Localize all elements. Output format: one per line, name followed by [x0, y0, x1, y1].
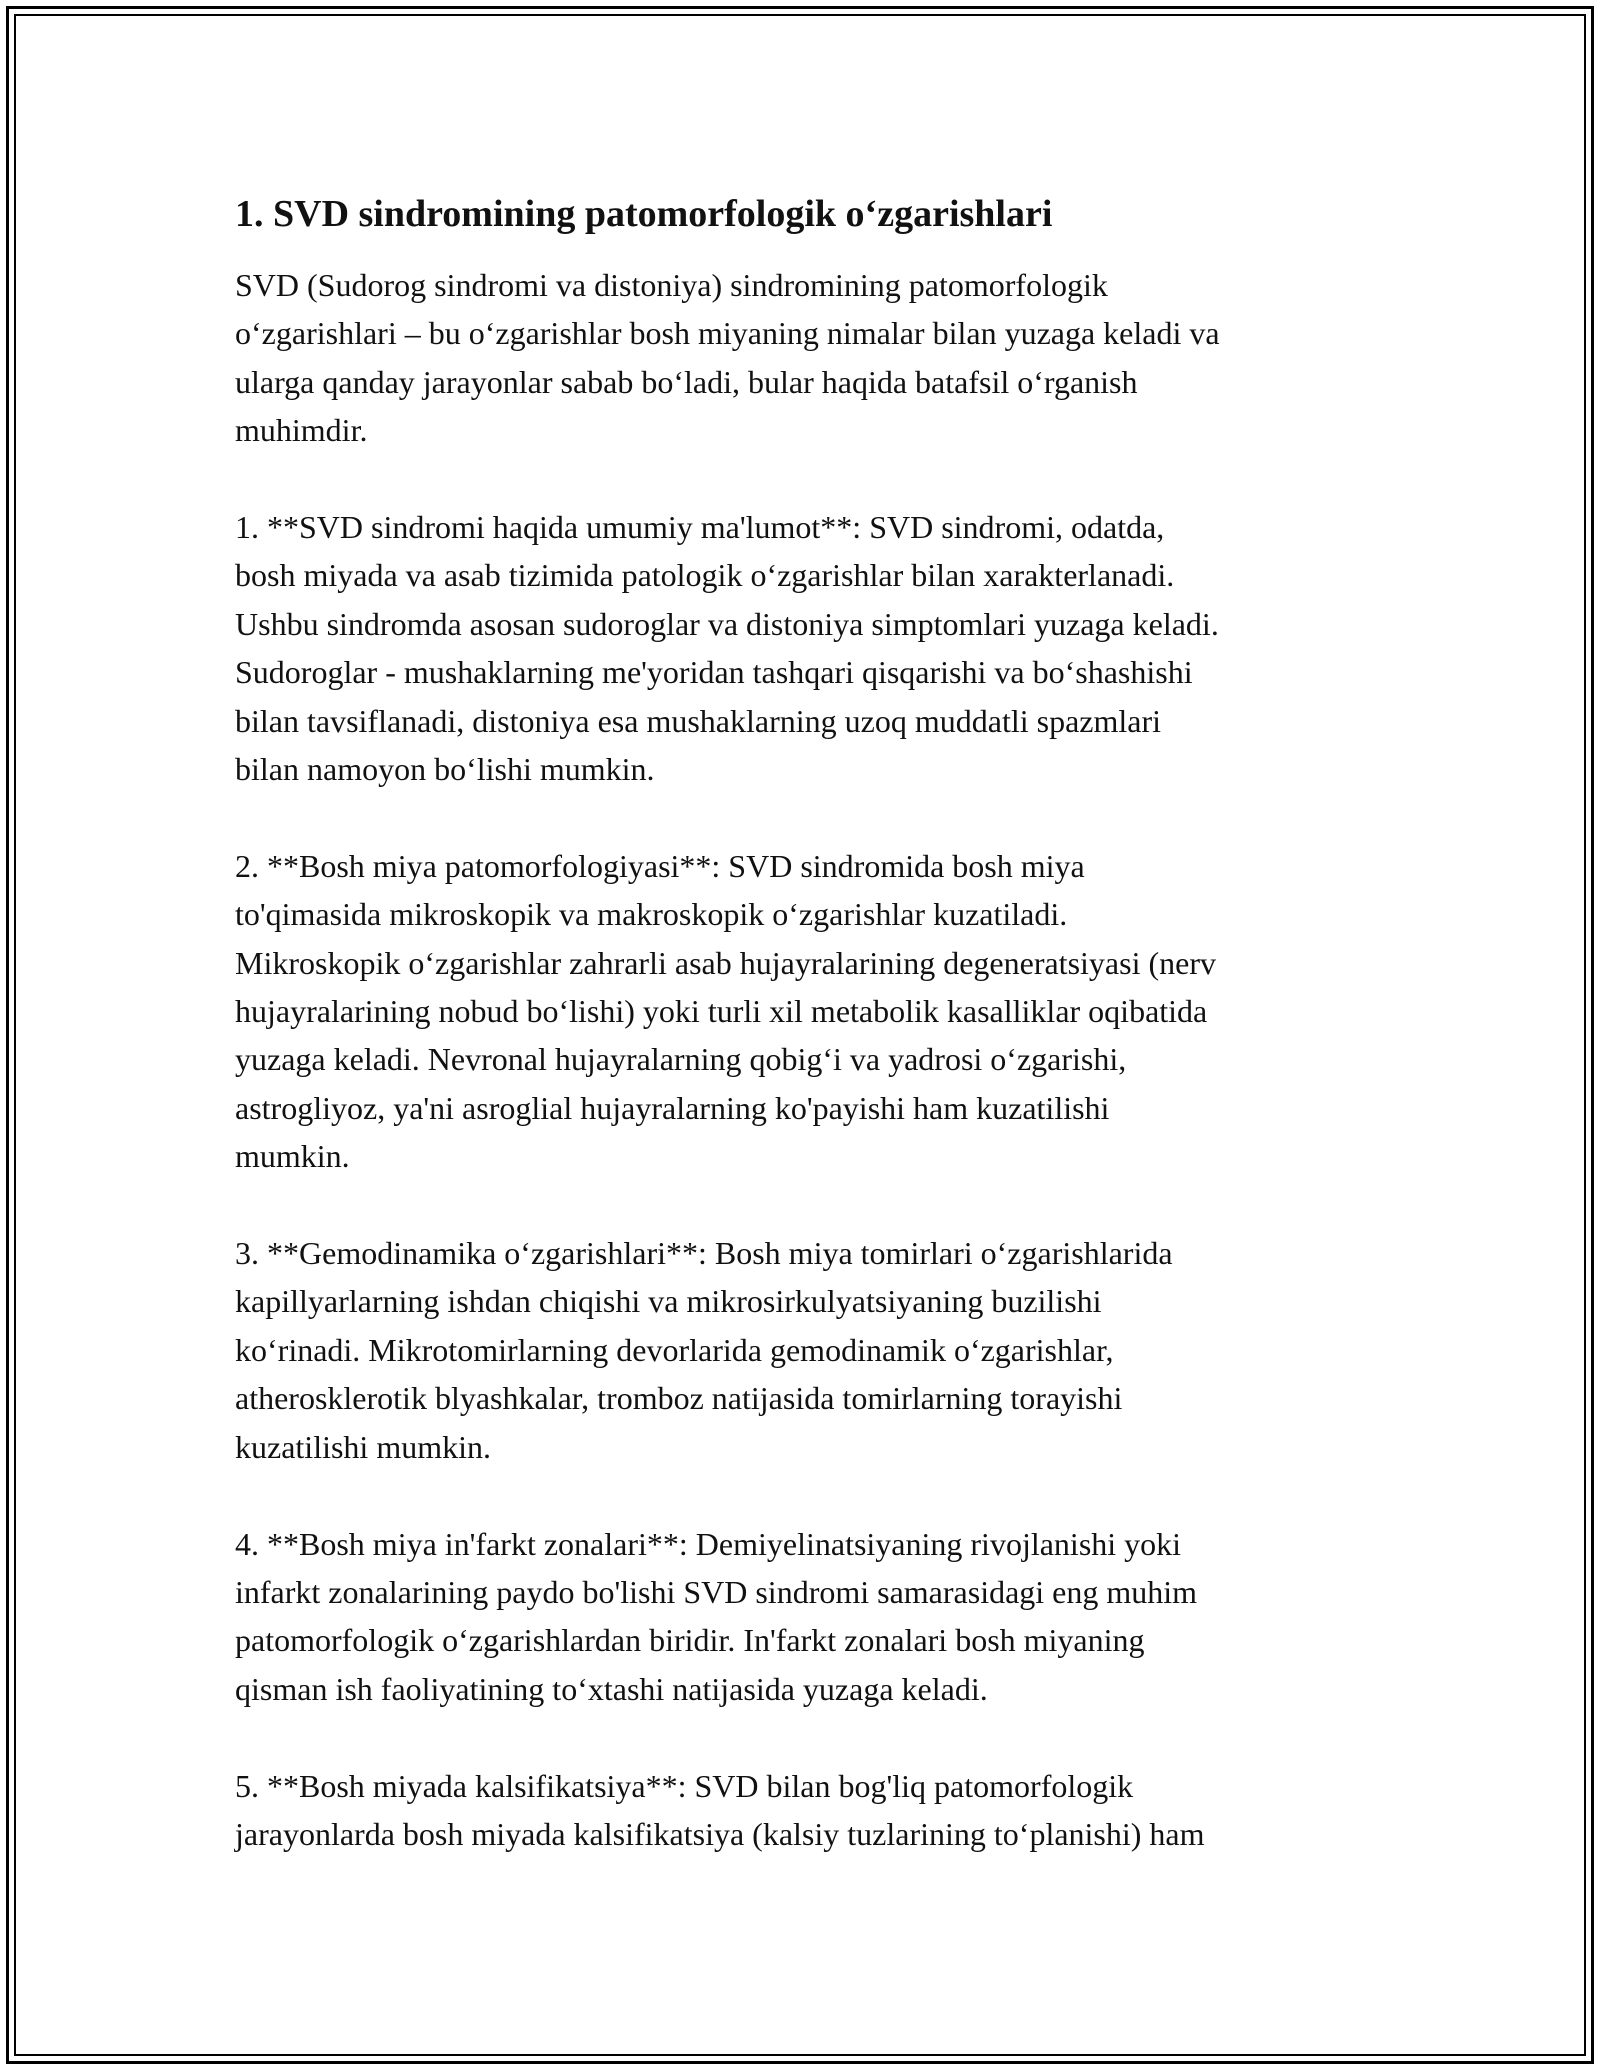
paragraph-2: 2. **Bosh miya patomorfologiyasi**: SVD sindromida bosh miya to'qimasida mikroskopik va makroskopik o‘zgarishlar kuzatiladi. Mikroskopik o‘zgarishlar zahrarli asab hujayralarining degeneratsiyasi (nerv hujayralarining nobud bo‘lishi) yoki turli xil metabolik kasalliklar oqibatida yuzaga keladi. Nevronal hujayralarning qobig‘i va yadrosi o‘zgarishi, astrogliyoz, ya'ni asroglial hujayralarning ko'payishi ham kuzatilishi mumkin.: [235, 847, 1216, 1175]
paragraph-5: 5. **Bosh miyada kalsifikatsiya**: SVD bilan bog'liq patomorfologik jarayonlarda bosh miyada kalsifikatsiya (kalsiy tuzlarining to‘planishi) ham: [235, 1767, 1205, 1852]
document-page: [235, 185, 1375, 1907]
intro-paragraph: SVD (Sudorog sindromi va distoniya) sindromining patomorfologik o‘zgarishlari – bu o‘zgarishlar bosh miyaning nimalar bilan yuzaga keladi va ularga qanday jarayonlar sabab bo‘ladi, bular haqida batafsil o‘rganish muhimdir.: [235, 267, 1220, 449]
document-title: 1. SVD sindromining patomorfologik o‘zgarishlari: [235, 193, 1053, 235]
paragraph-4: 4. **Bosh miya in'farkt zonalari**: Demiyelinatsiyaning rivojlanishi yoki infarkt zonalarining paydo bo'lishi SVD sindromi samarasidagi eng muhim patomorfologik o‘zgarishlardan biridir. In'farkt zonalari bosh miyaning qisman ish faoliyatining to‘xtashi natijasida yuzaga keladi.: [235, 1525, 1198, 1707]
paragraph-3: 3. **Gemodinamika o‘zgarishlari**: Bosh miya tomirlari o‘zgarishlarida kapillyarlarning ishdan chiqishi va mikrosirkulyatsiyaning buzilishi ko‘rinadi. Mikrotomirlarning devorlarida gemodinamik o‘zgarishlar, atherosklerotik blyashkalar, tromboz natijasida tomirlarning torayishi kuzatilishi mumkin.: [235, 1235, 1173, 1465]
paragraph-1: 1. **SVD sindromi haqida umumiy ma'lumot**: SVD sindromi, odatda, bosh miyada va asab tizimida patologik o‘zgarishlar bilan xarakterlanadi. Ushbu sindromda asosan sudoroglar va distoniya simptomlari yuzaga keladi. Sudoroglar - mushaklarning me'yoridan tashqari qisqarishi va bo‘shashishi bilan tavsiflanadi, distoniya esa mushaklarning uzoq muddatli spazmlari bilan namoyon bo‘lishi mumkin.: [235, 509, 1219, 788]
